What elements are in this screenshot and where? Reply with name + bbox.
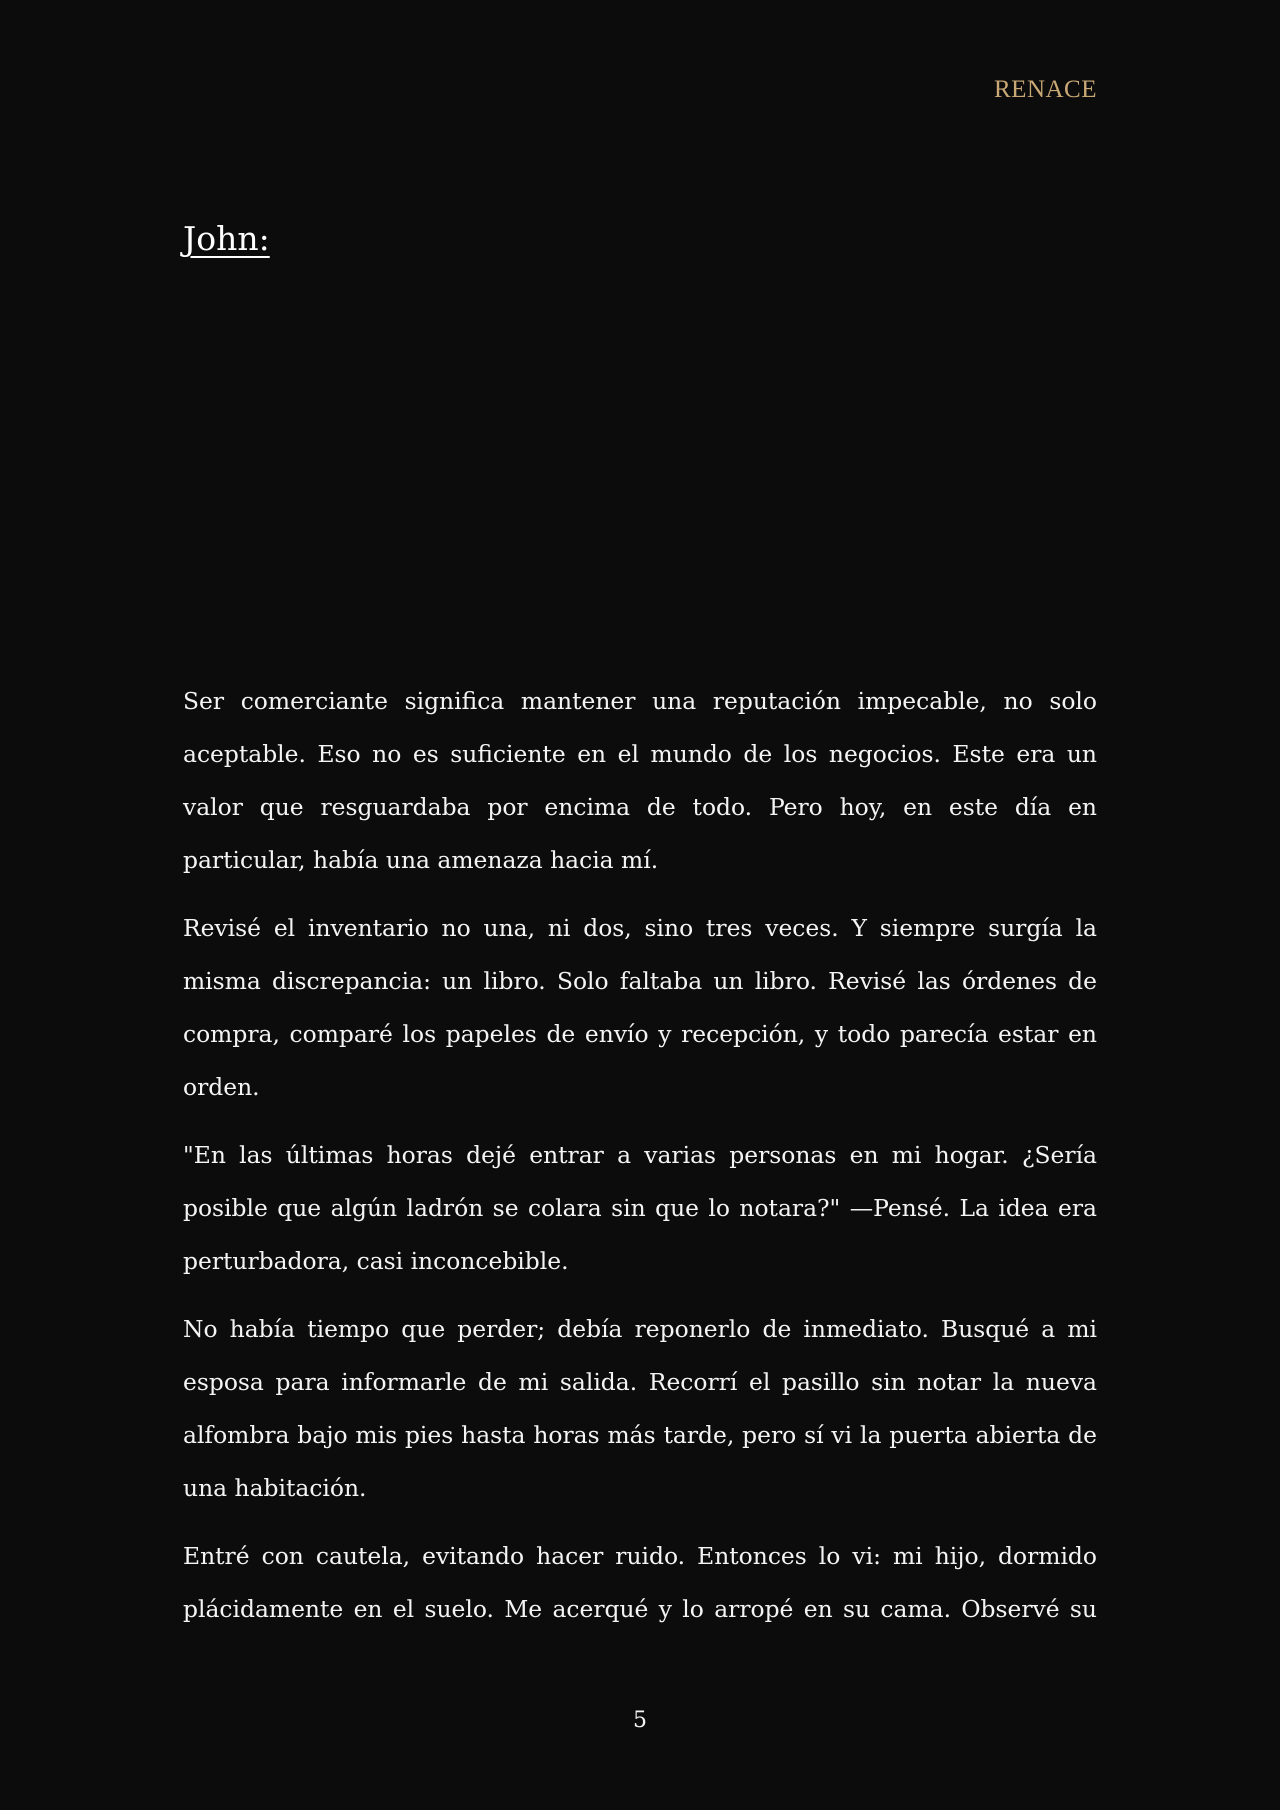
paragraph: "En las últimas horas dejé entrar a varias personas en mi hogar. ¿Sería posible que algún ladrón se colara sin que lo notara?" —Pensé. La idea era perturbadora, casi inconcebible. bbox=[183, 1141, 1097, 1275]
body-text bbox=[183, 675, 1097, 1651]
paragraph: No había tiempo que perder; debía reponerlo de inmediato. Busqué a mi esposa para informarle de mi salida. Recorrí el pasillo sin notar la nueva alfombra bajo mis pies hasta horas más tarde, pero sí vi la puerta abierta de una habitación. bbox=[183, 1315, 1097, 1502]
running-header: RENACE bbox=[994, 76, 1097, 103]
paragraph: Ser comerciante significa mantener una reputación impecable, no solo aceptable. Eso no es suficiente en el mundo de los negocios. Este era un valor que resguardaba por encima de todo. Pero hoy, en este día en particular, había una amenaza hacia mí. bbox=[183, 687, 1097, 874]
page-number: 5 bbox=[633, 1708, 647, 1733]
paragraph: Entré con cautela, evitando hacer ruido. Entonces lo vi: mi hijo, dormido plácidamente en el suelo. Me acerqué y lo arropé en su cama. Observé su bbox=[183, 1542, 1097, 1623]
chapter-title: John: bbox=[183, 219, 270, 258]
paragraph: Revisé el inventario no una, ni dos, sino tres veces. Y siempre surgía la misma discrepancia: un libro. Solo faltaba un libro. Revisé las órdenes de compra, comparé los papeles de envío y recepción, y todo parecía estar en orden. bbox=[183, 914, 1097, 1101]
